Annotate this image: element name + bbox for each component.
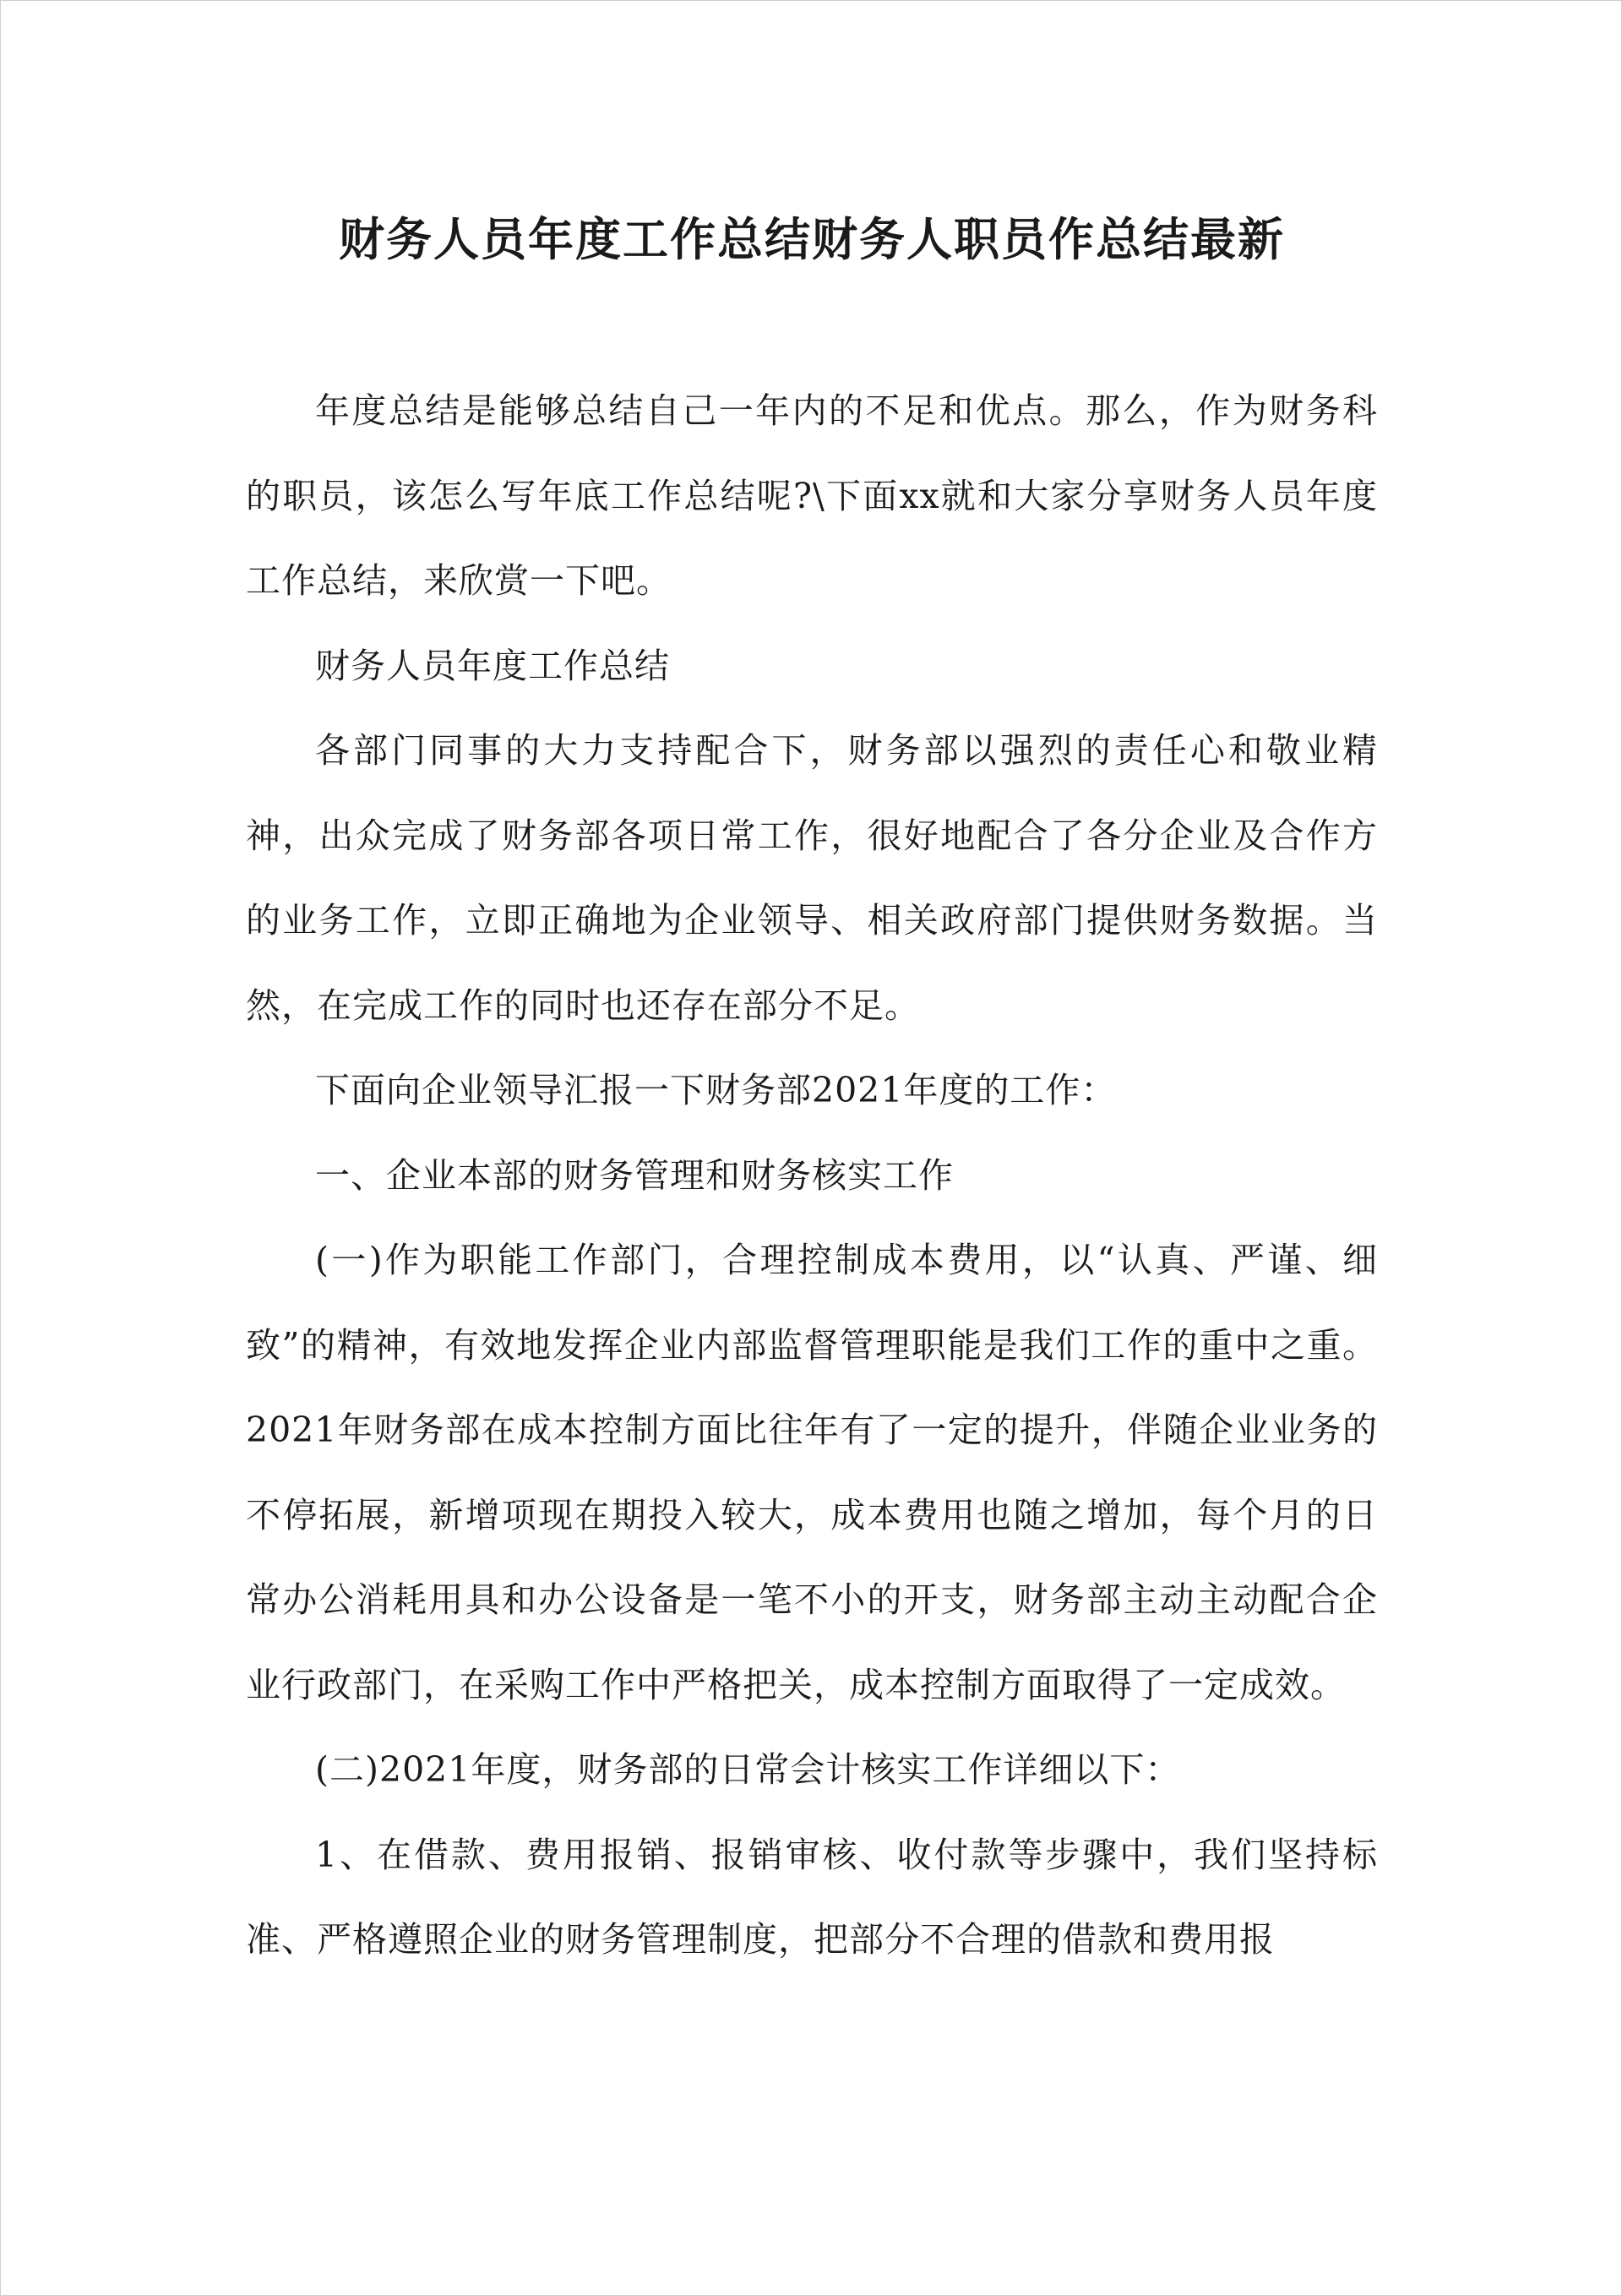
- paragraph: 各部门同事的大力支持配合下，财务部以强烈的责任心和敬业精神，出众完成了财务部各项日常工作，很好地配合了各分企业及合作方的业务工作，立即正确地为企业领导、相关政府部门提供财务数据。当然，在完成工作的同时也还存在部分不足。: [246, 730, 1378, 1026]
- section-heading: 一、企业本部的财务管理和财务核实工作: [315, 1154, 954, 1196]
- paragraph: (一)作为职能工作部门，合理控制成本费用，以“认真、严谨、细致”的精神，有效地发挥企业内部监督管理职能是我们工作的重中之重。2021年财务部在成本控制方面比往年有了一定的提升，伴随企业业务的不停拓展，新增项现在期投入较大，成本费用也随之增加，每个月的日常办公消耗用具和办公设备是一笔不小的开支，财务部主动主动配合企业行政部门，在采购工作中严格把关，成本控制方面取得了一定成效。: [246, 1240, 1378, 1705]
- document-title: 财务人员年度工作总结财务人职员作总结最新: [339, 212, 1285, 266]
- paragraph: 1、在借款、费用报销、报销审核、收付款等步骤中，我们坚持标准、严格遵照企业的财务管理制度，把部分不合理的借款和费用报: [246, 1834, 1378, 1960]
- document-body: [246, 368, 1378, 1982]
- paragraph: 下面向企业领导汇报一下财务部2021年度的工作：: [315, 1070, 1117, 1110]
- paragraph: (二)2021年度，财务部的日常会计核实工作详细以下：: [315, 1749, 1181, 1790]
- paragraph-heading: 财务人员年度工作总结: [315, 645, 670, 686]
- paragraph-intro: 年度总结是能够总结自己一年内的不足和优点。那么，作为财务科的职员，该怎么写年底工作总结呢?\下面xx就和大家分享财务人员年度工作总结，来欣赏一下吧。: [246, 390, 1378, 601]
